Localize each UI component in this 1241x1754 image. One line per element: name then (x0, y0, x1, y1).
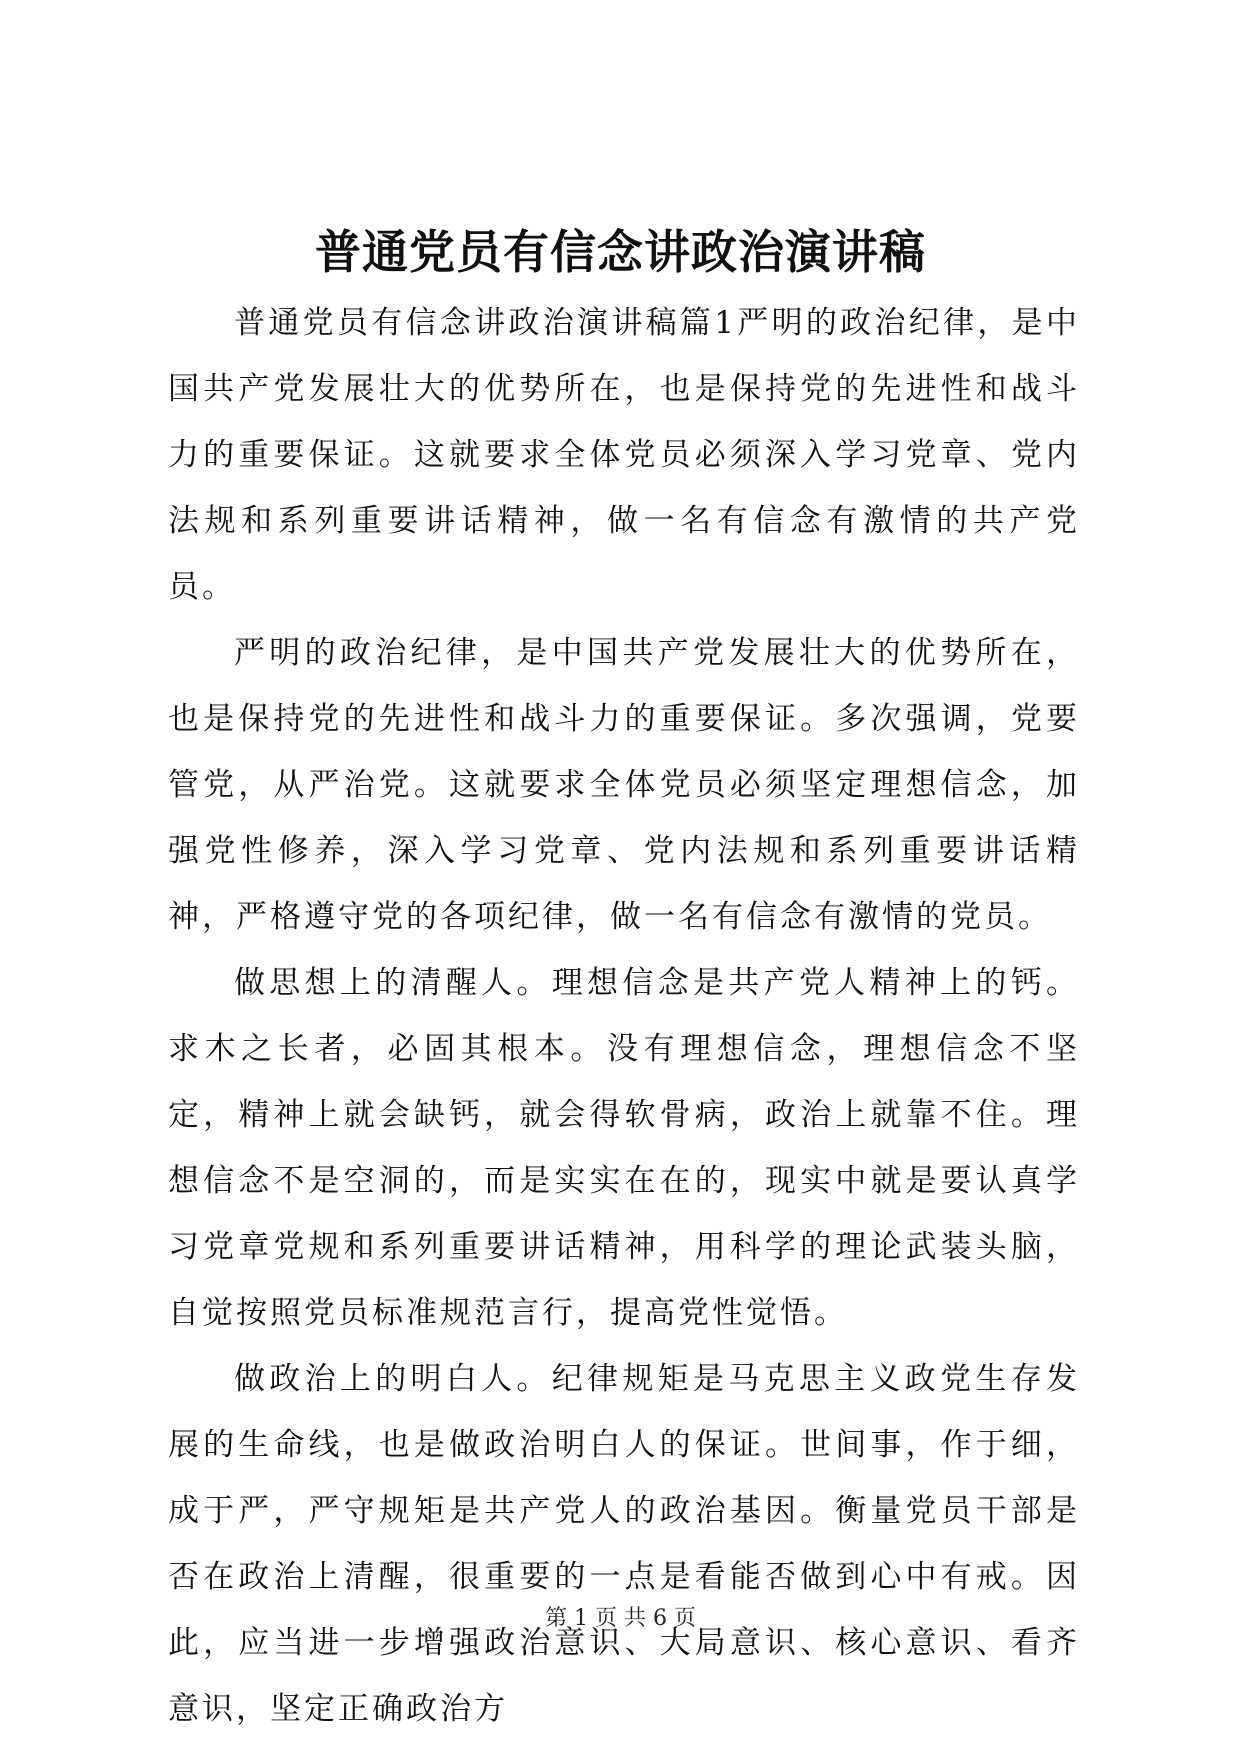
document-title: 普通党员有信念讲政治演讲稿 (315, 225, 926, 279)
paragraph-4: 做政治上的明白人。纪律规矩是马克思主义政党生存发展的生命线，也是做政治明白人的保证。世间事，作于细，成于严，严守规矩是共产党人的政治基因。衡量党员干部是否在政治上清醒，很重要的一点是看能否做到心中有戒。因此，应当进一步增强政治意识、大局意识、核心意识、看齐意识，坚定正确政治方 (168, 1361, 1080, 1727)
paragraph-3: 做思想上的清醒人。理想信念是共产党人精神上的钙。求木之长者，必固其根本。没有理想信念，理想信念不坚定，精神上就会缺钙，就会得软骨病，政治上就靠不住。理想信念不是空洞的，而是实实在在的，现实中就是要认真学习党章党规和系列重要讲话精神，用科学的理论武装头脑，自觉按照党员标准规范言行，提高党性觉悟。 (168, 965, 1080, 1331)
paragraph-1: 普通党员有信念讲政治演讲稿篇1严明的政治纪律，是中国共产党发展壮大的优势所在，也是保持党的先进性和战斗力的重要保证。这就要求全体党员必须深入学习党章、党内法规和系列重要讲话精神，做一名有信念有激情的共产党员。 (168, 305, 1080, 605)
document-body (168, 290, 1080, 1742)
paragraph-2: 严明的政治纪律，是中国共产党发展壮大的优势所在，也是保持党的先进性和战斗力的重要保证。多次强调，党要管党，从严治党。这就要求全体党员必须坚定理想信念，加强党性修养，深入学习党章、党内法规和系列重要讲话精神，严格遵守党的各项纪律，做一名有信念有激情的党员。 (168, 635, 1080, 935)
page-footer: 第 1 页 共 6 页 (545, 1606, 696, 1631)
